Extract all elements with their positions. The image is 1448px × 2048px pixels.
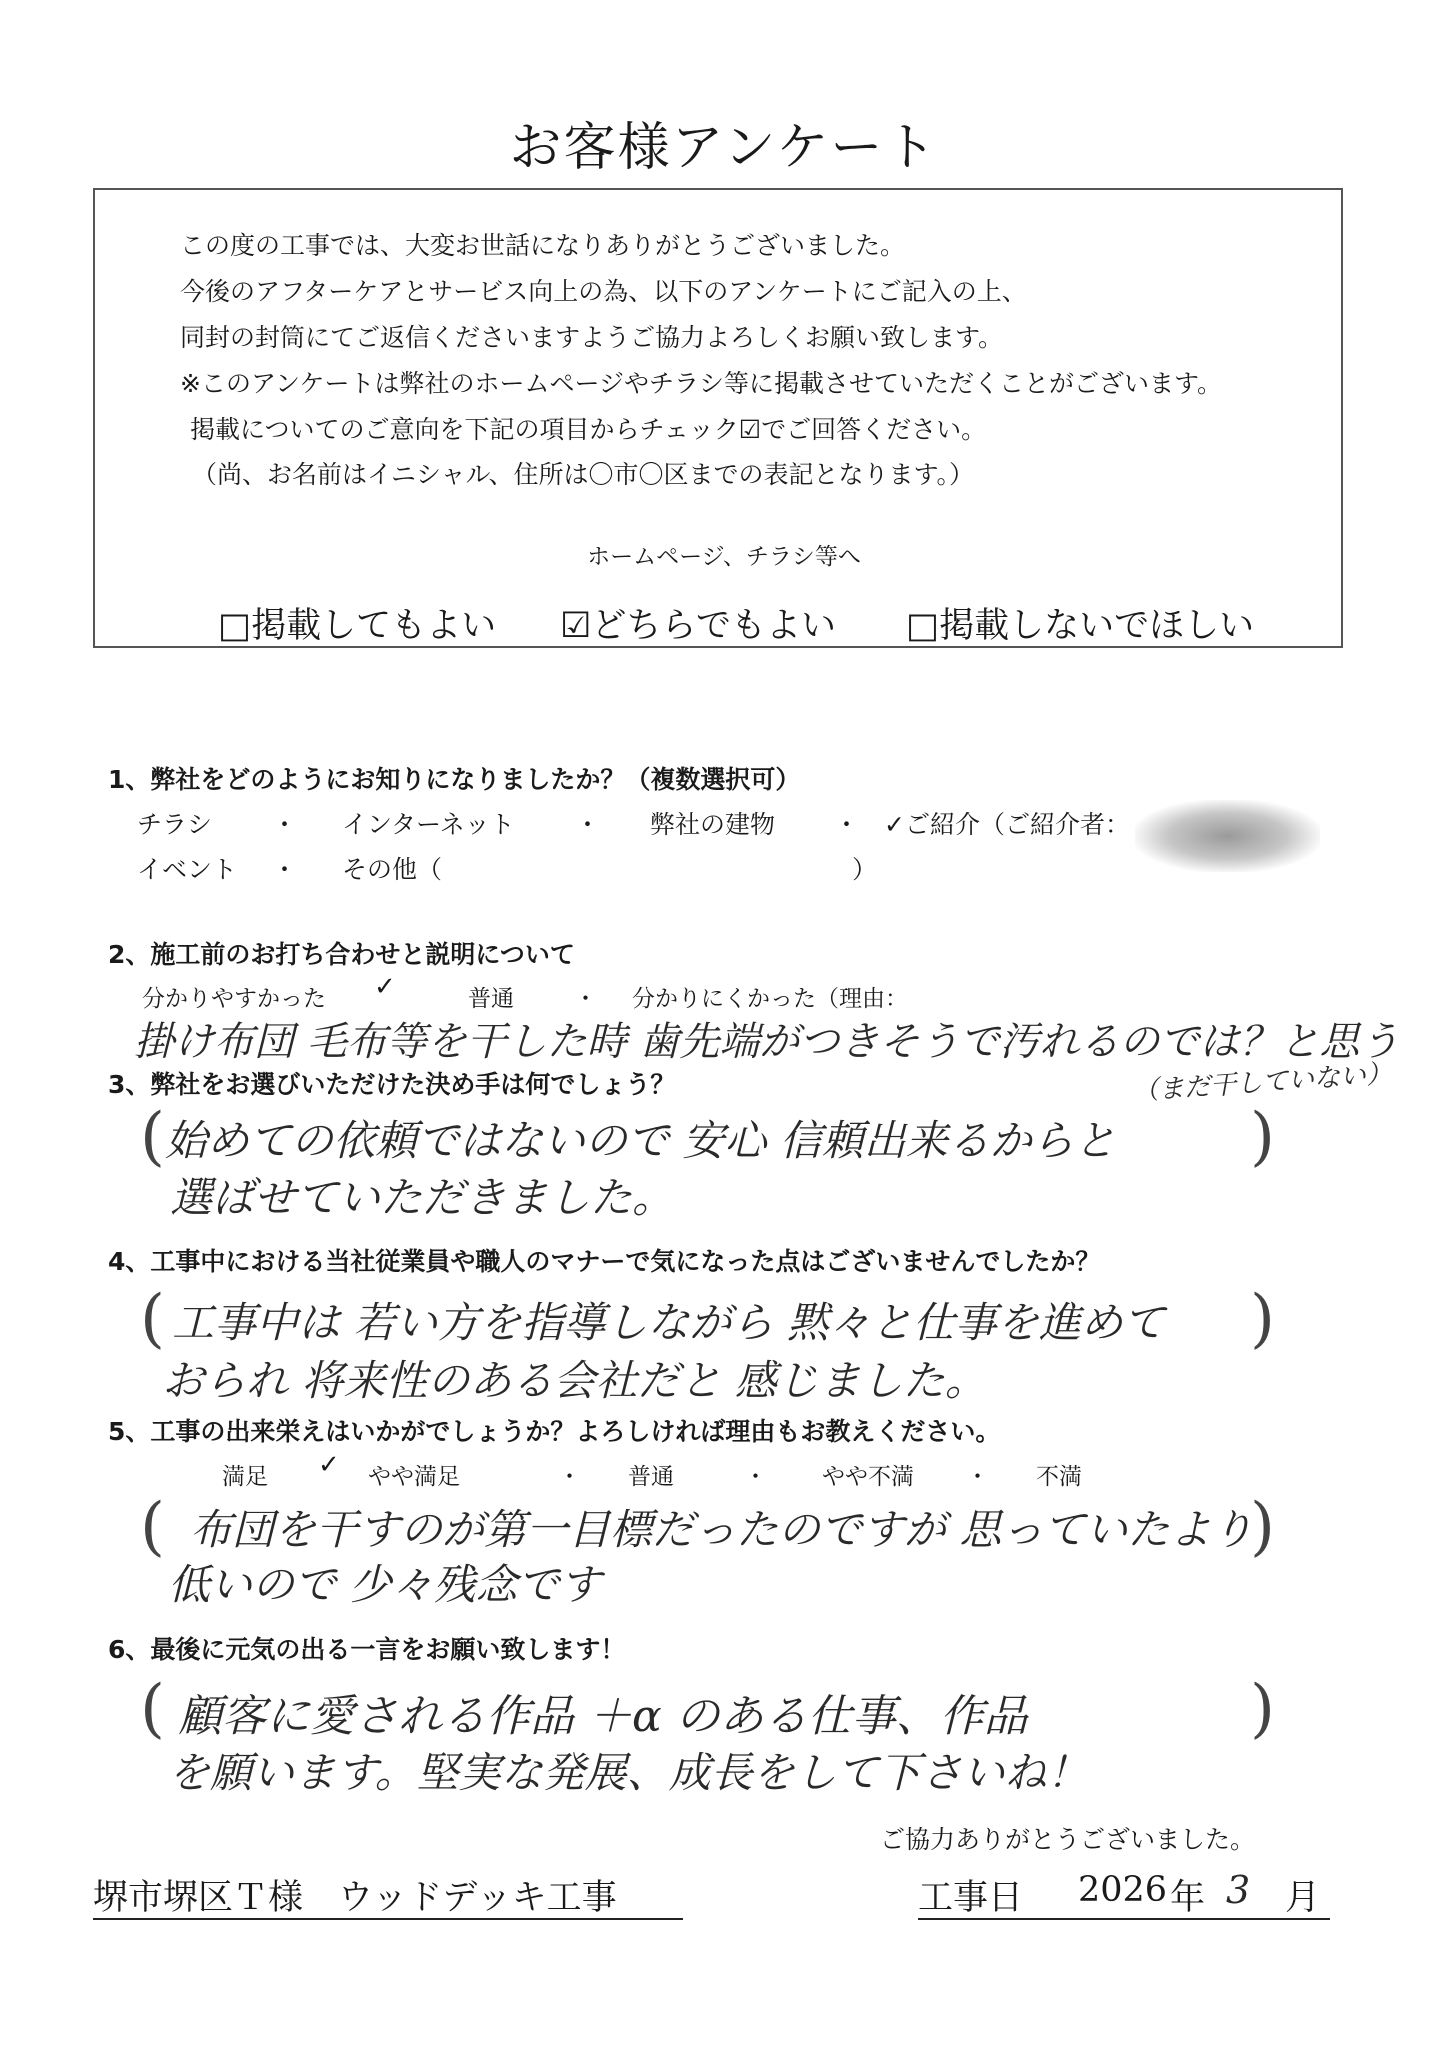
q1-option-building[interactable]: 弊社の建物 (650, 810, 776, 839)
q1-option-flyer[interactable]: チラシ (137, 810, 213, 839)
q2-handwritten-note: （まだ干していない） (1131, 1058, 1393, 1108)
q4-close-bracket: ) (1250, 1282, 1275, 1356)
q4-handwritten-line-2: おられ 将来性のある会社だと 感じました。 (162, 1356, 987, 1405)
q5-open-bracket: ( (140, 1490, 165, 1564)
intro-line-5: 掲載についてのご意向を下記の項目からチェック☑でご回答ください。 (190, 415, 987, 444)
q2-option-clear[interactable]: 分かりやすかった (142, 986, 326, 1012)
q6-open-bracket: ( (140, 1672, 165, 1746)
question-2: 2、施工前のお打ち合わせと説明について (108, 940, 575, 969)
q1-separator: ・ (272, 855, 298, 884)
footer-year-unit: 年 (1170, 1878, 1206, 1918)
q1-option-other[interactable]: その他（ (342, 855, 443, 884)
footer-customer-project: 堺市堺区Ｔ様 ウッドデッキ工事 (93, 1878, 617, 1918)
question-6: 6、最後に元気の出る一言をお願い致します！ (108, 1635, 626, 1664)
q1-separator: ・ (834, 810, 860, 839)
q1-separator: ・ (272, 810, 298, 839)
q5-option-normal[interactable]: 普通 (628, 1464, 674, 1490)
q1-option-internet[interactable]: インターネット (342, 810, 515, 839)
q5-separator: ・ (558, 1464, 581, 1490)
publication-option-allow[interactable]: □掲載してもよい (218, 606, 497, 646)
redacted-referrer (1135, 800, 1320, 872)
q5-option-dissatisfied[interactable]: 不満 (1036, 1464, 1082, 1490)
publication-caption: ホームページ、チラシ等へ (587, 544, 861, 570)
q1-separator: ・ (575, 810, 601, 839)
page-title: お客様アンケート (509, 118, 939, 178)
q2-handwritten-answer: 掛け布団 毛布等を干した時 歯先端がつきそうで汚れるのでは？と思う (134, 1019, 1400, 1065)
intro-line-6: （尚、お名前はイニシャル、住所は〇市〇区までの表記となります。） (192, 460, 975, 489)
q2-option-normal[interactable]: 普通 (468, 986, 514, 1012)
q1-option-event[interactable]: イベント (137, 855, 238, 884)
intro-line-2: 今後のアフターケアとサービス向上の為、以下のアンケートにご記入の上、 (180, 277, 1027, 306)
question-1: 1、弊社をどのようにお知りになりましたか？（複数選択可） (108, 765, 801, 794)
footer-month-unit: 月 (1285, 1878, 1321, 1918)
q3-handwritten-line-2: 選ばせていただきました。 (170, 1173, 675, 1222)
q4-open-bracket: ( (140, 1282, 165, 1356)
question-3: 3、弊社をお選びいただけた決め手は何でしょう？ (108, 1070, 676, 1099)
check-mark-icon: ✓ (318, 1450, 340, 1480)
closing-thanks: ご協力ありがとうございました。 (880, 1825, 1256, 1854)
footer-underline-left (93, 1918, 683, 1920)
q2-separator: ・ (574, 986, 597, 1012)
q5-handwritten-line-1: 布団を干すのが第一目標だったのですが 思っていたより (190, 1505, 1254, 1554)
q1-close-paren: ） (852, 855, 878, 884)
q5-separator: ・ (744, 1464, 767, 1490)
q3-handwritten-line-1: 始めての依頼ではないので 安心 信頼出来るからと (165, 1116, 1116, 1165)
q4-handwritten-line-1: 工事中は 若い方を指導しながら 黙々と仕事を進めて (172, 1298, 1165, 1347)
q5-handwritten-line-2: 低いので 少々残念です (168, 1560, 602, 1609)
intro-line-1: この度の工事では、大変お世話になりありがとうございました。 (180, 231, 906, 260)
q6-handwritten-line-2: を願います。堅実な発展、成長をして下さいね！ (168, 1748, 1089, 1797)
q5-option-somewhat-dissatisfied[interactable]: やや不満 (822, 1464, 914, 1490)
q5-separator: ・ (966, 1464, 989, 1490)
q5-option-somewhat-satisfied[interactable]: やや満足 (368, 1464, 460, 1490)
q3-close-bracket: ) (1250, 1100, 1275, 1174)
q2-option-unclear[interactable]: 分かりにくかった（理由： (632, 986, 908, 1012)
footer-year: 2026 (1078, 1870, 1168, 1910)
q5-close-bracket: ) (1250, 1490, 1275, 1564)
publication-option-either[interactable]: ☑どちらでもよい (560, 606, 837, 646)
check-mark-icon: ✓ (374, 972, 396, 1002)
footer-underline-right (918, 1918, 1330, 1920)
question-4: 4、工事中における当社従業員や職人のマナーで気になった点はございませんでしたか？ (108, 1247, 1101, 1276)
intro-line-3: 同封の封筒にてご返信くださいますようご協力よろしくお願い致します。 (180, 323, 1004, 352)
footer-date-label: 工事日 (918, 1878, 1024, 1918)
question-5: 5、工事の出来栄えはいかがでしょうか？よろしければ理由もお教えください。 (108, 1417, 1001, 1446)
q5-option-satisfied[interactable]: 満足 (222, 1464, 268, 1490)
publication-option-deny[interactable]: □掲載しないでほしい (906, 606, 1255, 646)
q1-option-referral[interactable]: ✓ご紹介（ご紹介者： (884, 810, 1130, 839)
q6-handwritten-line-1: 顧客に愛される作品 ＋α のある仕事、作品 (178, 1691, 1028, 1742)
q6-close-bracket: ) (1250, 1672, 1275, 1746)
footer-month: 3 (1226, 1868, 1251, 1912)
intro-line-4: ※このアンケートは弊社のホームページやチラシ等に掲載させていただくことがございます。 (180, 369, 1222, 398)
q3-open-bracket: ( (140, 1100, 165, 1174)
